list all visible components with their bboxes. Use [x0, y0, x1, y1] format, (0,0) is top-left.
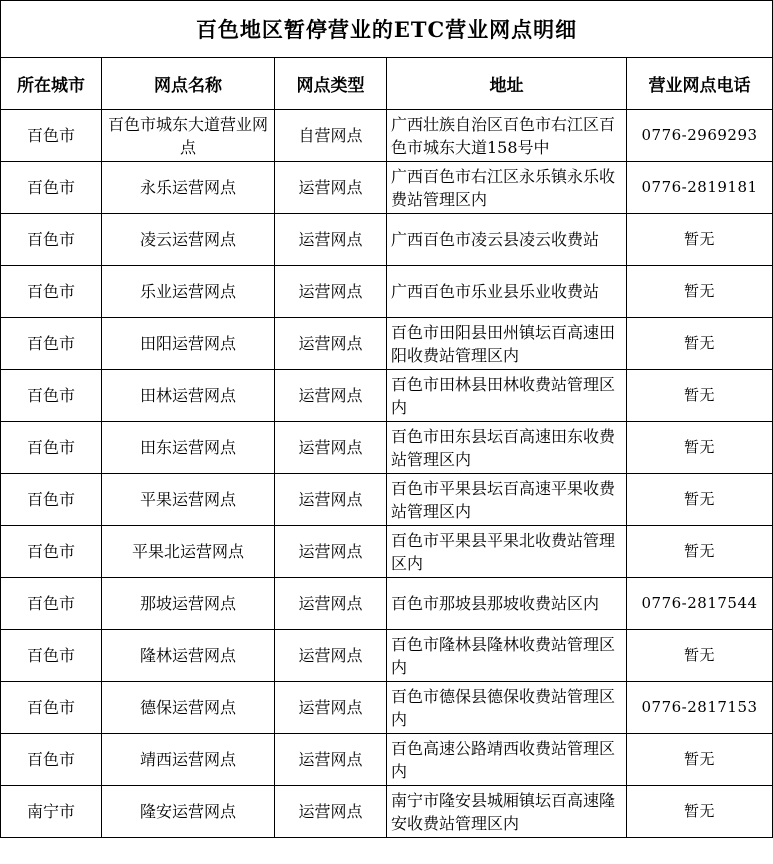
cell-phone: 暂无 — [627, 422, 773, 474]
cell-phone: 暂无 — [627, 526, 773, 578]
cell-outlet-name: 那坡运营网点 — [102, 578, 275, 630]
cell-city: 百色市 — [1, 734, 102, 786]
cell-address: 百色市田东县坛百高速田东收费站管理区内 — [387, 422, 627, 474]
cell-phone: 暂无 — [627, 318, 773, 370]
cell-address: 百色市那坡县那坡收费站区内 — [387, 578, 627, 630]
header-type: 网点类型 — [275, 58, 387, 110]
cell-phone: 暂无 — [627, 734, 773, 786]
table-row — [1, 682, 773, 734]
cell-outlet-type: 运营网点 — [275, 266, 387, 318]
cell-outlet-type: 运营网点 — [275, 526, 387, 578]
cell-outlet-name: 隆安运营网点 — [102, 786, 275, 838]
table-row — [1, 110, 773, 162]
cell-phone: 0776-2819181 — [627, 162, 773, 214]
table-row — [1, 214, 773, 266]
table-row — [1, 422, 773, 474]
header-address: 地址 — [387, 58, 627, 110]
table-title: 百色地区暂停营业的ETC营业网点明细 — [1, 1, 773, 58]
header-phone: 营业网点电话 — [627, 58, 773, 110]
cell-outlet-name: 靖西运营网点 — [102, 734, 275, 786]
cell-phone: 0776-2817153 — [627, 682, 773, 734]
cell-outlet-type: 运营网点 — [275, 162, 387, 214]
cell-outlet-type: 运营网点 — [275, 370, 387, 422]
cell-outlet-type: 运营网点 — [275, 734, 387, 786]
cell-address: 广西百色市乐业县乐业收费站 — [387, 266, 627, 318]
cell-city: 百色市 — [1, 214, 102, 266]
cell-outlet-name: 隆林运营网点 — [102, 630, 275, 682]
cell-city: 百色市 — [1, 110, 102, 162]
cell-phone: 暂无 — [627, 214, 773, 266]
cell-phone: 暂无 — [627, 786, 773, 838]
table-row — [1, 630, 773, 682]
cell-phone: 暂无 — [627, 474, 773, 526]
table-row — [1, 474, 773, 526]
cell-address: 广西百色市凌云县凌云收费站 — [387, 214, 627, 266]
cell-outlet-name: 乐业运营网点 — [102, 266, 275, 318]
cell-outlet-name: 百色市城东大道营业网点 — [102, 110, 275, 162]
cell-address: 百色市平果县坛百高速平果收费站管理区内 — [387, 474, 627, 526]
cell-outlet-type: 运营网点 — [275, 682, 387, 734]
cell-outlet-type: 运营网点 — [275, 214, 387, 266]
cell-phone: 暂无 — [627, 370, 773, 422]
cell-phone: 0776-2969293 — [627, 110, 773, 162]
cell-outlet-type: 运营网点 — [275, 786, 387, 838]
cell-city: 百色市 — [1, 266, 102, 318]
cell-address: 百色市隆林县隆林收费站管理区内 — [387, 630, 627, 682]
table-row — [1, 526, 773, 578]
cell-outlet-type: 运营网点 — [275, 318, 387, 370]
cell-outlet-name: 平果运营网点 — [102, 474, 275, 526]
cell-city: 百色市 — [1, 162, 102, 214]
cell-outlet-name: 德保运营网点 — [102, 682, 275, 734]
cell-outlet-type: 运营网点 — [275, 474, 387, 526]
table-row — [1, 266, 773, 318]
table-row — [1, 578, 773, 630]
cell-city: 百色市 — [1, 422, 102, 474]
cell-city: 百色市 — [1, 526, 102, 578]
cell-outlet-name: 平果北运营网点 — [102, 526, 275, 578]
cell-address: 南宁市隆安县城厢镇坛百高速隆安收费站管理区内 — [387, 786, 627, 838]
header-city: 所在城市 — [1, 58, 102, 110]
cell-address: 广西百色市右江区永乐镇永乐收费站管理区内 — [387, 162, 627, 214]
cell-address: 广西壮族自治区百色市右江区百色市城东大道158号中 — [387, 110, 627, 162]
cell-outlet-type: 运营网点 — [275, 578, 387, 630]
cell-outlet-name: 田东运营网点 — [102, 422, 275, 474]
table-row — [1, 370, 773, 422]
cell-city: 南宁市 — [1, 786, 102, 838]
cell-city: 百色市 — [1, 318, 102, 370]
cell-phone: 暂无 — [627, 266, 773, 318]
table-body — [1, 110, 773, 838]
table-row — [1, 786, 773, 838]
cell-city: 百色市 — [1, 630, 102, 682]
cell-address: 百色市田阳县田州镇坛百高速田阳收费站管理区内 — [387, 318, 627, 370]
cell-phone: 暂无 — [627, 630, 773, 682]
cell-address: 百色市田林县田林收费站管理区内 — [387, 370, 627, 422]
cell-city: 百色市 — [1, 682, 102, 734]
header-row — [1, 58, 773, 110]
cell-outlet-type: 运营网点 — [275, 630, 387, 682]
cell-city: 百色市 — [1, 578, 102, 630]
cell-outlet-type: 自营网点 — [275, 110, 387, 162]
cell-outlet-type: 运营网点 — [275, 422, 387, 474]
cell-city: 百色市 — [1, 474, 102, 526]
cell-address: 百色市德保县德保收费站管理区内 — [387, 682, 627, 734]
cell-outlet-name: 凌云运营网点 — [102, 214, 275, 266]
table-row — [1, 318, 773, 370]
title-row — [1, 1, 773, 58]
cell-phone: 0776-2817544 — [627, 578, 773, 630]
header-name: 网点名称 — [102, 58, 275, 110]
table-row — [1, 162, 773, 214]
cell-outlet-name: 永乐运营网点 — [102, 162, 275, 214]
cell-address: 百色市平果县平果北收费站管理区内 — [387, 526, 627, 578]
table-row — [1, 734, 773, 786]
cell-outlet-name: 田林运营网点 — [102, 370, 275, 422]
cell-address: 百色高速公路靖西收费站管理区内 — [387, 734, 627, 786]
cell-city: 百色市 — [1, 370, 102, 422]
cell-outlet-name: 田阳运营网点 — [102, 318, 275, 370]
